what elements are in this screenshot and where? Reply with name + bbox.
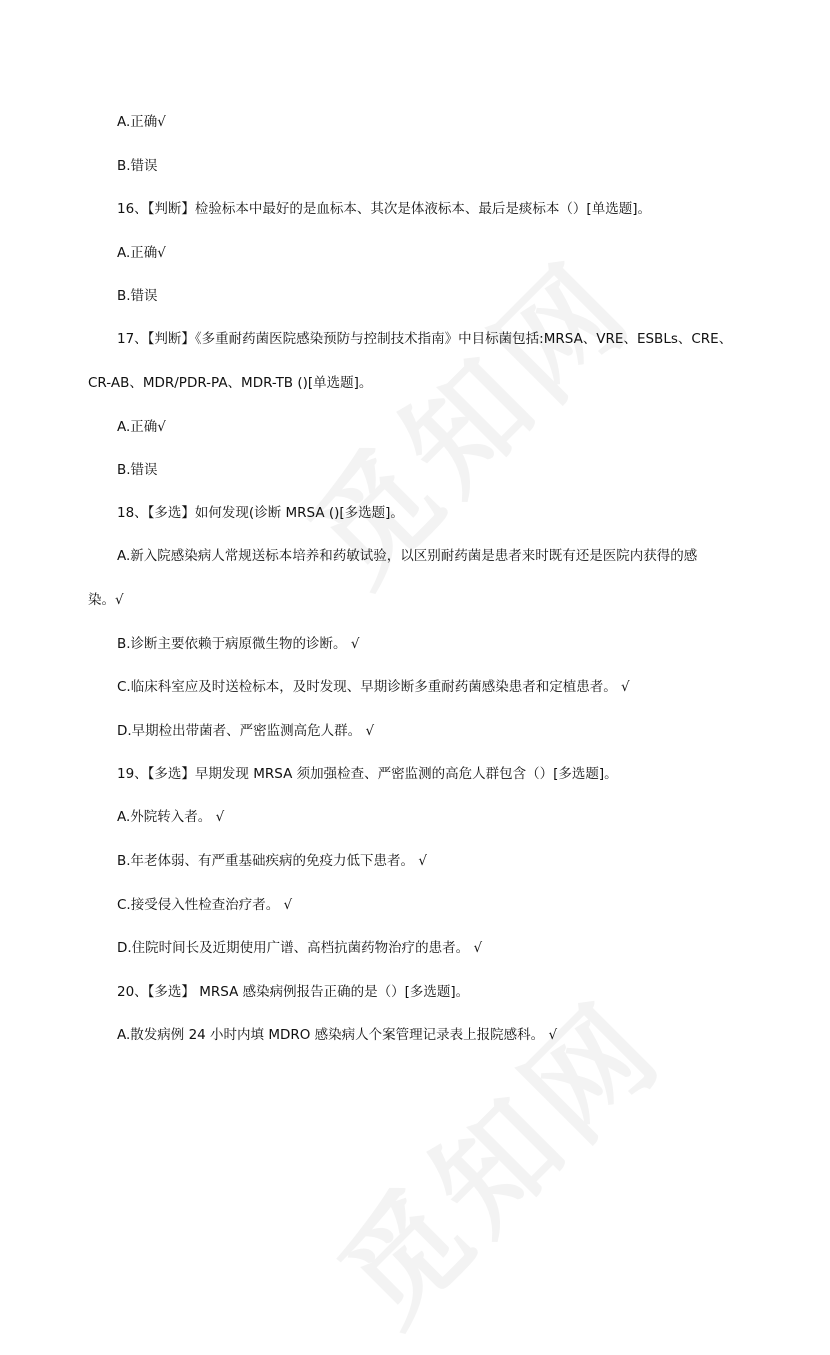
question-19-option-d: D.住院时间长及近期使用广谱、高档抗菌药物治疗的患者。 √	[117, 940, 483, 956]
option-a-correct: A.正确√	[117, 114, 166, 130]
question-16: 16、【判断】检验标本中最好的是血标本、其次是体液标本、最后是痰标本（）[单选题]。	[117, 201, 651, 217]
question-17-line-1: 17、【判断】《多重耐药菌医院感染预防与控制技术指南》中目标菌包括:MRSA、VRE、ESBLs、CRE、	[117, 331, 733, 347]
option-b-wrong: B.错误	[117, 158, 158, 174]
question-19: 19、【多选】早期发现 MRSA 须加强检查、严密监测的高危人群包含（）[多选题]。	[117, 766, 618, 782]
question-16-option-a: A.正确√	[117, 245, 166, 261]
question-19-option-a: A.外院转入者。 √	[117, 809, 225, 825]
watermark-bottom	[296, 957, 693, 1354]
question-18-option-d: D.早期检出带菌者、严密监测高危人群。 √	[117, 723, 375, 739]
question-18-option-a-line-2: 染。√	[88, 592, 124, 608]
question-18: 18、【多选】如何发现(诊断 MRSA ()[多选题]。	[117, 505, 404, 521]
question-20: 20、【多选】 MRSA 感染病例报告正确的是（）[多选题]。	[117, 984, 470, 1000]
question-17-option-b: B.错误	[117, 462, 158, 478]
question-18-option-a-line-1: A.新入院感染病人常规送标本培养和药敏试验，以区别耐药菌是患者来时既有还是医院内获得的感	[117, 548, 698, 564]
question-19-option-c: C.接受侵入性检查治疗者。 √	[117, 897, 293, 913]
question-16-option-b: B.错误	[117, 288, 158, 304]
question-17-line-2: CR-AB、MDR/PDR-PA、MDR-TB ()[单选题]。	[88, 375, 373, 391]
question-18-option-c: C.临床科室应及时送检标本，及时发现、早期诊断多重耐药菌感染患者和定植患者。 √	[117, 679, 630, 695]
question-17-option-a: A.正确√	[117, 419, 166, 435]
question-20-option-a: A.散发病例 24 小时内填 MDRO 感染病人个案管理记录表上报院感科。 √	[117, 1027, 558, 1043]
question-18-option-b: B.诊断主要依赖于病原微生物的诊断。 √	[117, 636, 360, 652]
question-19-option-b: B.年老体弱、有严重基础疾病的免疫力低下患者。 √	[117, 853, 427, 869]
